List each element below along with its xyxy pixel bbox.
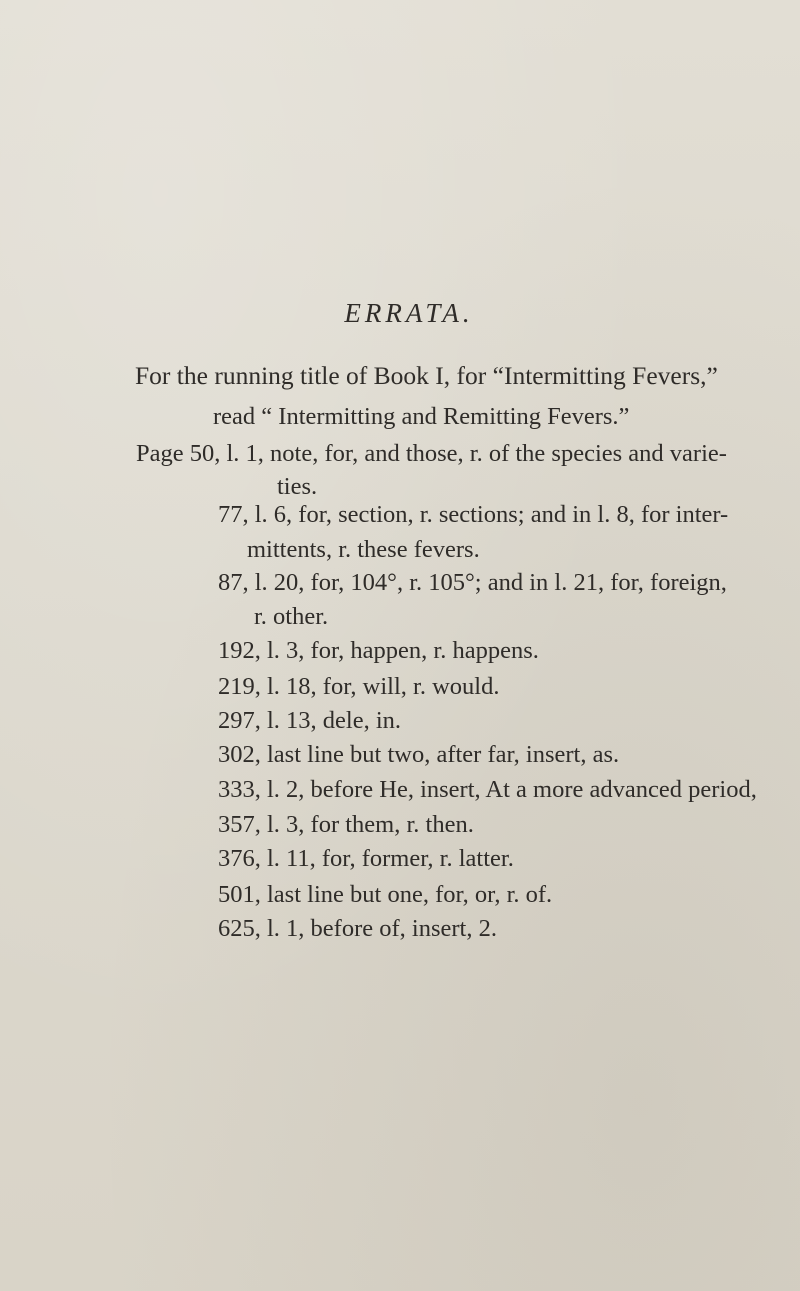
errata-line: Page 50, l. 1, note, for, and those, r. of the species and varie- xyxy=(136,440,727,467)
errata-title: ERRATA. xyxy=(344,298,474,328)
errata-line: mittents, r. these fevers. xyxy=(247,536,480,563)
errata-line: 87, l. 20, for, 104°, r. 105°; and in l. 21, for, foreign, xyxy=(218,569,727,596)
errata-line: For the running title of Book I, for “Intermitting Fevers,” xyxy=(135,361,718,390)
errata-line: 333, l. 2, before He, insert, At a more advanced period, xyxy=(218,776,757,803)
errata-line: 376, l. 11, for, former, r. latter. xyxy=(218,845,514,872)
errata-line: 501, last line but one, for, or, r. of. xyxy=(218,881,553,908)
errata-line: read “ Intermitting and Remitting Fevers.” xyxy=(213,403,630,430)
errata-line: 219, l. 18, for, will, r. would. xyxy=(218,673,500,700)
errata-line: 357, l. 3, for them, r. then. xyxy=(218,811,474,838)
errata-line: r. other. xyxy=(254,603,329,630)
errata-line: 297, l. 13, dele, in. xyxy=(218,707,402,734)
errata-line: 192, l. 3, for, happen, r. happens. xyxy=(218,637,539,664)
errata-line: 302, last line but two, after far, insert, as. xyxy=(218,741,620,768)
errata-line: 625, l. 1, before of, insert, 2. xyxy=(218,915,497,942)
errata-line: ties. xyxy=(277,473,318,500)
errata-line: 77, l. 6, for, section, r. sections; and in l. 8, for inter- xyxy=(218,501,729,528)
